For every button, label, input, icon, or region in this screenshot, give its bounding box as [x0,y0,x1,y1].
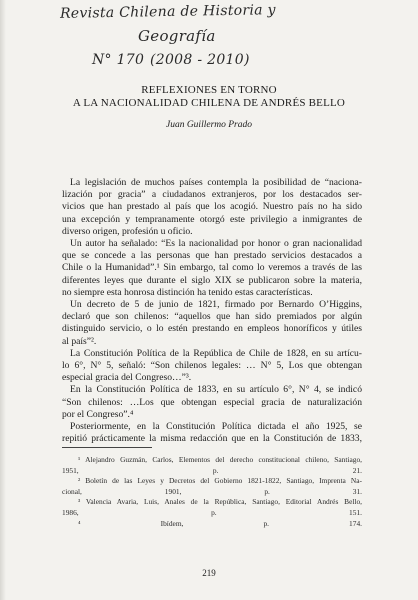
handwritten-note-years: (2008 - 2010) [150,52,250,68]
body-line: una excepción y tempranamente otorgó este privilegio a inmigrantes de [62,213,362,225]
body-line: Posteriormente, en la Constitución Política dictada el año 1925, se [70,421,362,432]
body-line: En la Constitución Política de 1833, en su artículo 6°, N° 4, se indicó [70,384,362,396]
body-line: lo 6°, N° 5, señaló: “Son chilenos legales: … N° 5, Los que obtengan [62,360,362,371]
footnote-separator [62,447,152,448]
body-line: Un autor ha señalado: “Es la nacionalidad por honor o gran nacionalidad [70,238,362,249]
body-line: vicios que han prestado al país que los acogió. Nuestro país no ha sido [62,201,362,213]
body-line: Chile o la Humanidad”.¹ Sin embargo, tal como lo veremos a través de las [62,262,362,274]
footnote-line: ¹ Alejandro Guzmán, Carlos, Elementos del derecho constitucional chileno, Santiago, [78,455,362,464]
body-line: La Constitución Política de la República de Chile de 1828, en su artícu- [70,347,362,359]
handwritten-note-number: N° 170 [92,52,145,68]
body-line: La legislación de muchos países contempla la posibilidad de “naciona- [70,177,362,188]
footnote-line: ⁴ Ibídem, p. 174. [78,518,362,528]
body-line: repitió prácticamente la misma redacción que en la Constitución de 1833, [62,433,362,445]
page-number: 219 [202,568,216,578]
body-line: no siempre esta honrosa distinción ha tenido estas características. [62,286,313,298]
body-line: diverso origen, profesión u oficio. [62,225,193,237]
footnote-line: ² Boletín de las Leyes y Decretos del Gobierno 1821-1822, Santiago, Imprenta Na- [78,476,362,486]
body-line: distinguido servicio, o lo estén prestando en empleos honoríficos y útiles [62,323,362,335]
body-line: “Son chilenos: …Los que obtengan especial gracia de naturalización [62,396,362,408]
article-title-line-2: A LA NACIONALIDAD CHILENA DE ANDRÉS BELLO [72,97,346,109]
body-line: por el Congreso”.⁴ [62,408,134,420]
body-line: lización por gracia” a ciudadanos extranjeros, por los destacados ser- [62,189,362,201]
footnote-line: ³ Valencia Avaria, Luis, Anales de la República, Santiago, Editorial Andrés Bello, [78,497,362,507]
body-line: que se concede a las personas que han prestado servicios destacados a [62,250,362,262]
footnote-line: 1986, p. 151. [62,508,362,517]
handwritten-note-geografia: Geografía [138,27,216,45]
article-title-line-1: REFLEXIONES EN TORNO [141,84,277,96]
body-line: declaró que son chilenos: “aquellos que han sido premiados por algún [62,311,362,323]
footnote-line: 1951, p. 21. [62,465,362,475]
body-line: diferentes leyes que durante el siglo XIX se publicaron sobre la materia, [62,274,362,286]
article-author: Juan Guillermo Prado [165,120,253,130]
footnote-line: cional, 1901, p. 31. [62,486,362,496]
handwritten-note-journal: Revista Chilena de Historia y [59,2,276,22]
body-line: especial gracia del Congreso…”³. [62,372,192,384]
body-line: al país”². [62,335,97,347]
body-line: Un decreto de 5 de junio de 1821, firmado por Bernardo O’Higgins, [70,299,362,310]
